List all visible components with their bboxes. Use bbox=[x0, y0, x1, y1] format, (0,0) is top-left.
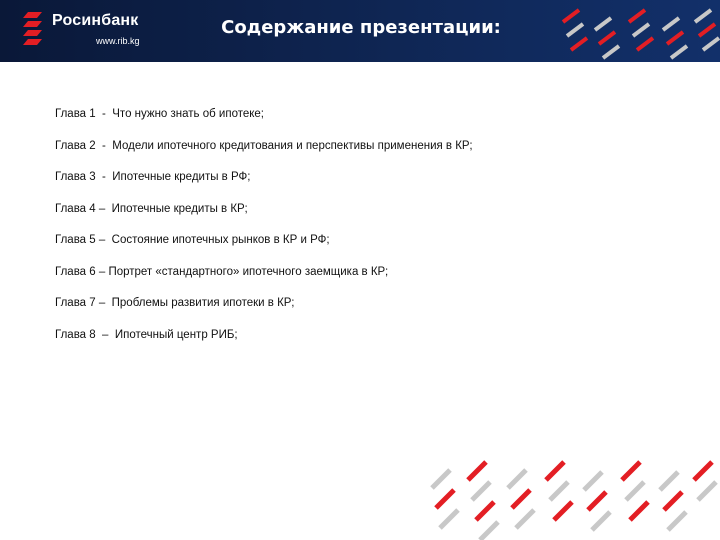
bank-logo-icon bbox=[22, 12, 44, 46]
toc-item-chapter-6: Глава 6 – Портрет «стандартного» ипотечного заемщика в КР; bbox=[55, 265, 389, 278]
toc-item-chapter-7: Глава 7 – Проблемы развития ипотеки в КР; bbox=[55, 297, 295, 309]
toc-item-chapter-5: Глава 5 – Состояние ипотечных рынков в КР и РФ; bbox=[55, 234, 330, 246]
toc-item-chapter-3: Глава 3 - Ипотечные кредиты в РФ; bbox=[55, 171, 251, 183]
brand-name: Росинбанк bbox=[52, 12, 139, 29]
toc-item-chapter-4: Глава 4 – Ипотечные кредиты в КР; bbox=[55, 202, 248, 215]
toc-item-chapter-2: Глава 2 - Модели ипотечного кредитования и перспективы применения в КР; bbox=[55, 139, 473, 152]
page-title: Содержание презентации: bbox=[221, 17, 501, 38]
table-of-contents bbox=[55, 104, 473, 356]
brand-url[interactable]: www.rib.kg bbox=[96, 36, 140, 46]
toc-item-chapter-8: Глава 8 – Ипотечный центр РИБ; bbox=[55, 328, 238, 341]
decorative-stripes-icon bbox=[555, 0, 720, 62]
bank-logo[interactable] bbox=[22, 10, 152, 52]
toc-item-chapter-1: Глава 1 - Что нужно знать об ипотеке; bbox=[55, 108, 264, 120]
header-bar bbox=[0, 0, 720, 62]
decorative-bottom-stripes-icon bbox=[420, 450, 720, 540]
